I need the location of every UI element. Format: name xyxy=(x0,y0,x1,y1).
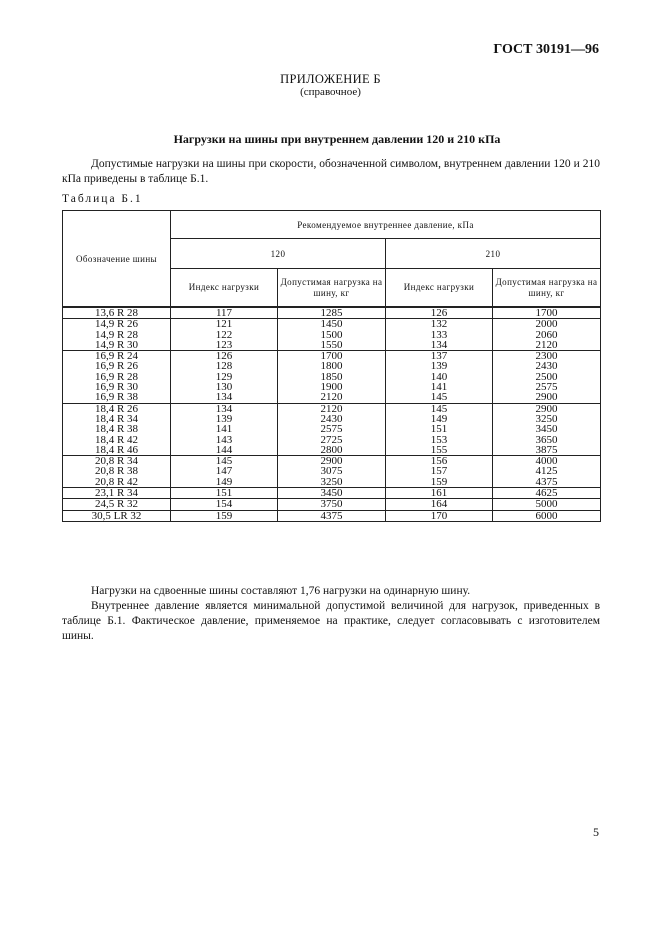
table-value: 137 xyxy=(430,350,448,363)
table-value: 145 xyxy=(430,402,448,415)
table-value: 16,9 R 38 xyxy=(94,391,139,404)
table-value: 1450 xyxy=(320,318,343,331)
table-cell-tires xyxy=(63,351,171,403)
table-value: 2060 xyxy=(535,328,558,341)
table-value: 2500 xyxy=(535,370,558,383)
table-cell-idx120 xyxy=(171,488,278,499)
table-value: 121 xyxy=(215,318,233,331)
table-cell-load210 xyxy=(493,307,601,319)
table-value: 14,9 R 26 xyxy=(94,318,139,331)
table-value: 122 xyxy=(215,328,233,341)
index-210-header: Индекс нагрузки xyxy=(386,269,493,308)
table-value: 16,9 R 28 xyxy=(94,370,139,383)
table-value: 4625 xyxy=(535,487,558,500)
table-value: 18,4 R 26 xyxy=(94,402,139,415)
page-number: 5 xyxy=(593,825,599,839)
table-value: 3750 xyxy=(320,498,343,511)
table-value: 14,9 R 28 xyxy=(94,328,139,341)
table-value: 16,9 R 30 xyxy=(94,381,139,394)
table-cell-load120 xyxy=(278,456,386,488)
table-value: 2430 xyxy=(320,412,343,425)
table-cell-idx210 xyxy=(386,510,493,521)
table-value: 149 xyxy=(430,412,448,425)
table-value: 161 xyxy=(430,487,448,500)
table-value: 134 xyxy=(430,338,448,351)
table-value: 18,4 R 38 xyxy=(94,423,139,436)
table-value: 126 xyxy=(430,307,448,319)
table-value: 145 xyxy=(215,455,233,468)
col-tire-header: Обозначение шины xyxy=(63,211,171,308)
table-value: 2800 xyxy=(320,443,343,456)
table-value: 2900 xyxy=(535,402,558,415)
table-value: 141 xyxy=(215,423,233,436)
table-cell-tires xyxy=(63,488,171,499)
appendix-title: ПРИЛОЖЕНИЕ Б xyxy=(280,72,381,86)
table-value: 4000 xyxy=(535,455,558,468)
table-value: 1850 xyxy=(320,370,343,383)
table-cell-tires xyxy=(63,319,171,351)
col-pressure-header: Рекомендуемое внутреннее давление, кПа xyxy=(171,211,601,239)
table-value: 170 xyxy=(430,509,448,522)
pressure-210-header: 210 xyxy=(386,239,601,269)
table-cell-idx120 xyxy=(171,499,278,510)
intro-paragraph: Допустимые нагрузки на шины при скорости, обозначенной символом, внутреннем давлении 120 и 210 кПа приведены в таблице Б.1. xyxy=(62,158,600,185)
table-value: 123 xyxy=(215,338,233,351)
table-value: 154 xyxy=(215,498,233,511)
table-value: 145 xyxy=(430,391,448,404)
pressure-120-header: 120 xyxy=(171,239,386,269)
table-value: 18,4 R 34 xyxy=(94,412,139,425)
table-value: 134 xyxy=(215,402,233,415)
table-value: 141 xyxy=(430,381,448,394)
table-cell-load120 xyxy=(278,351,386,403)
table-cell-idx120 xyxy=(171,510,278,521)
table-row-group xyxy=(63,403,601,455)
table-value: 16,9 R 24 xyxy=(94,350,139,363)
table-value: 143 xyxy=(215,433,233,446)
table-value: 159 xyxy=(215,509,233,522)
table-value: 3250 xyxy=(535,412,558,425)
table-value: 2575 xyxy=(535,381,558,394)
table-value: 129 xyxy=(215,370,233,383)
note-pressure: Внутреннее давление является минимальной допустимой величиной для нагрузок, приведенных в таблице Б.1. Фактическое давление, применяемое на практике, следует согласовывать с изготовителем шины. xyxy=(62,600,600,642)
load-120-header: Допустимая нагрузка на шину, кг xyxy=(278,269,386,308)
table-value: 130 xyxy=(215,381,233,394)
table-value: 23,1 R 34 xyxy=(94,487,139,500)
table-value: 3650 xyxy=(535,433,558,446)
table-row-group xyxy=(63,510,601,521)
table-cell-idx210 xyxy=(386,499,493,510)
table-cell-load120 xyxy=(278,510,386,521)
standard-number: ГОСТ 30191—96 xyxy=(493,42,599,57)
table-cell-load210 xyxy=(493,510,601,521)
table-value: 4375 xyxy=(535,475,558,488)
table-value: 1550 xyxy=(320,338,343,351)
notes xyxy=(62,584,600,644)
table-value: 1500 xyxy=(320,328,343,341)
table-cell-load120 xyxy=(278,319,386,351)
table-cell-idx210 xyxy=(386,307,493,319)
table-value: 2120 xyxy=(320,402,343,415)
table-value: 2430 xyxy=(535,360,558,373)
table-row-group xyxy=(63,319,601,351)
table-value: 2725 xyxy=(320,433,343,446)
table-cell-load210 xyxy=(493,351,601,403)
table-cell-idx120 xyxy=(171,307,278,319)
table-cell-idx120 xyxy=(171,456,278,488)
table-row-group xyxy=(63,456,601,488)
table-cell-load120 xyxy=(278,488,386,499)
table-value: 2000 xyxy=(535,318,558,331)
table-cell-load210 xyxy=(493,488,601,499)
table-cell-idx210 xyxy=(386,351,493,403)
table-value: 149 xyxy=(215,475,233,488)
table-cell-tires xyxy=(63,456,171,488)
table-value: 1700 xyxy=(320,350,343,363)
table-value: 133 xyxy=(430,328,448,341)
table-cell-load120 xyxy=(278,307,386,319)
table-value: 3450 xyxy=(320,487,343,500)
table-value: 2120 xyxy=(320,391,343,404)
table-value: 5000 xyxy=(535,498,558,511)
table-cell-load210 xyxy=(493,319,601,351)
table-cell-tires xyxy=(63,307,171,319)
table-row-group xyxy=(63,307,601,319)
note-dual-tires: Нагрузки на сдвоенные шины составляют 1,76 нагрузки на одинарную шину. xyxy=(91,585,471,597)
appendix-subtitle: (справочное) xyxy=(300,86,361,98)
table-value: 1900 xyxy=(320,381,343,394)
table-value: 3075 xyxy=(320,465,343,478)
table-value: 155 xyxy=(430,443,448,456)
section-heading: Нагрузки на шины при внутреннем давлении 120 и 210 кПа xyxy=(173,132,501,146)
table-value: 159 xyxy=(430,475,448,488)
table-value: 14,9 R 30 xyxy=(94,338,139,351)
table-value: 1285 xyxy=(320,307,343,319)
table-value: 2900 xyxy=(535,391,558,404)
table-cell-idx210 xyxy=(386,319,493,351)
table-cell-idx120 xyxy=(171,319,278,351)
table-value: 2575 xyxy=(320,423,343,436)
table-cell-load120 xyxy=(278,403,386,455)
table-value: 2900 xyxy=(320,455,343,468)
table-value: 1700 xyxy=(535,307,558,319)
table-value: 24,5 R 32 xyxy=(94,498,139,511)
table-cell-load210 xyxy=(493,499,601,510)
table-value: 128 xyxy=(215,360,233,373)
table-cell-tires xyxy=(63,510,171,521)
table-value: 157 xyxy=(430,465,448,478)
table-value: 117 xyxy=(215,307,233,319)
table-cell-idx120 xyxy=(171,351,278,403)
table-value: 132 xyxy=(430,318,448,331)
table-value: 20,8 R 42 xyxy=(94,475,139,488)
index-120-header: Индекс нагрузки xyxy=(171,269,278,308)
table-value: 18,4 R 46 xyxy=(94,443,139,456)
table-value: 151 xyxy=(215,487,233,500)
table-value: 18,4 R 42 xyxy=(94,433,139,446)
table-cell-tires xyxy=(63,403,171,455)
table-value: 2300 xyxy=(535,350,558,363)
table-value: 156 xyxy=(430,455,448,468)
table-value: 13,6 R 28 xyxy=(94,307,139,319)
table-cell-load210 xyxy=(493,456,601,488)
table-value: 134 xyxy=(215,391,233,404)
table-row-group xyxy=(63,488,601,499)
table-value: 140 xyxy=(430,370,448,383)
table-value: 30,5 LR 32 xyxy=(91,509,142,522)
table-cell-tires xyxy=(63,499,171,510)
table-value: 4125 xyxy=(535,465,558,478)
table-value: 153 xyxy=(430,433,448,446)
table-value: 139 xyxy=(215,412,233,425)
table-value: 16,9 R 26 xyxy=(94,360,139,373)
table-value: 3250 xyxy=(320,475,343,488)
table-value: 4375 xyxy=(320,509,343,522)
table-cell-load120 xyxy=(278,499,386,510)
table-value: 3875 xyxy=(535,443,558,456)
table-cell-idx210 xyxy=(386,456,493,488)
table-value: 3450 xyxy=(535,423,558,436)
table-value: 147 xyxy=(215,465,233,478)
table-value: 20,8 R 38 xyxy=(94,465,139,478)
table-value: 6000 xyxy=(535,509,558,522)
table-value: 144 xyxy=(215,443,233,456)
table-cell-load210 xyxy=(493,403,601,455)
table-cell-idx210 xyxy=(386,403,493,455)
load-210-header: Допустимая нагрузка на шину, кг xyxy=(493,269,601,308)
table-value: 20,8 R 34 xyxy=(94,455,139,468)
table-row-group xyxy=(63,351,601,403)
table-caption: Таблица Б.1 xyxy=(62,193,143,205)
load-table xyxy=(62,210,601,522)
table-value: 126 xyxy=(215,350,233,363)
table-cell-idx120 xyxy=(171,403,278,455)
table-value: 1800 xyxy=(320,360,343,373)
table-value: 2120 xyxy=(535,338,558,351)
table-value: 139 xyxy=(430,360,448,373)
table-row-group xyxy=(63,499,601,510)
table-value: 151 xyxy=(430,423,448,436)
table-cell-idx210 xyxy=(386,488,493,499)
table-value: 164 xyxy=(430,498,448,511)
